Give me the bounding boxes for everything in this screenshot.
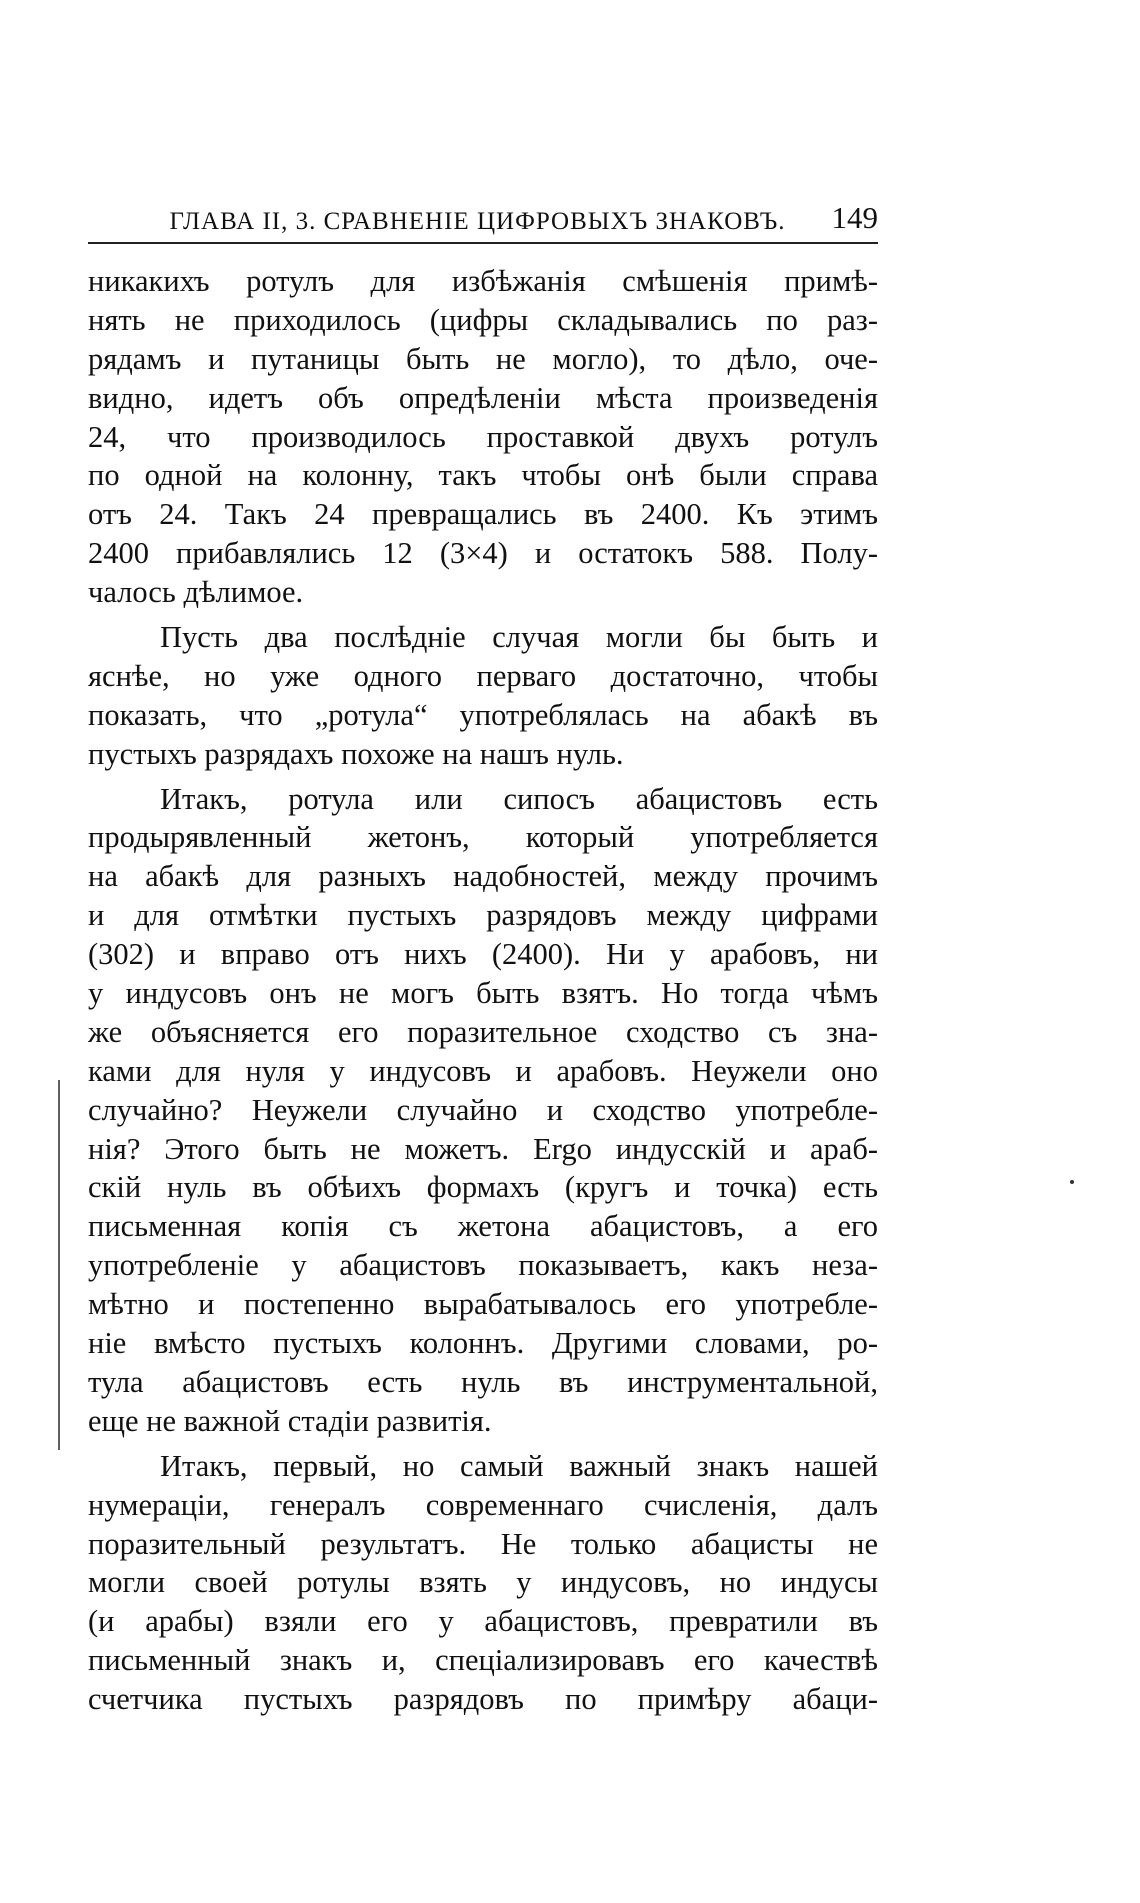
text-line: тула абацистовъ есть нуль въ инструментальной, bbox=[88, 1364, 878, 1399]
text-line: никакихъ ротулъ для избѣжанія смѣшенія примѣ- bbox=[88, 264, 878, 298]
text-line: счетчика пустыхъ разрядовъ по примѣру абаци- bbox=[88, 1682, 878, 1717]
running-head bbox=[88, 200, 878, 244]
text-line: 2400 прибавлялись 12 (3×4) и остатокъ 588. Полу- bbox=[88, 536, 878, 571]
text-line: рядамъ и путаницы быть не могло), то дѣло, оче- bbox=[88, 341, 878, 376]
text-line: еще не важной стадіи развитія. bbox=[88, 1403, 492, 1438]
text-line: могли своей ротулы взять у индусовъ, но индусы bbox=[88, 1565, 878, 1600]
text-line: мѣтно и постепенно вырабатывалось его употребле- bbox=[88, 1287, 878, 1322]
text-line: письменная копія съ жетона абацистовъ, а его bbox=[88, 1209, 878, 1244]
text-line: поразительный результатъ. Не только абацисты не bbox=[88, 1526, 878, 1561]
text-line: же объясняется его поразительное сходство съ зна- bbox=[88, 1014, 878, 1049]
text-line: нія? Этого быть не можетъ. Ergo индусскій и араб- bbox=[88, 1131, 878, 1166]
text-line: на абакѣ для разныхъ надобностей, между прочимъ bbox=[88, 859, 878, 894]
text-line: по одной на колонну, такъ чтобы онѣ были справа bbox=[88, 458, 878, 493]
text-line: отъ 24. Такъ 24 превращались въ 2400. Къ этимъ bbox=[88, 497, 878, 532]
text-line: письменный знакъ и, спеціализировавъ его качествѣ bbox=[88, 1643, 878, 1678]
text-line: нумераціи, генералъ современнаго счисленія, далъ bbox=[88, 1487, 878, 1522]
text-line: продырявленный жетонъ, который употребляется bbox=[88, 820, 878, 855]
text-line: и для отмѣтки пустыхъ разрядовъ между цифрами bbox=[88, 898, 878, 933]
text-line: ніе вмѣсто пустыхъ колоннъ. Другими словами, ро- bbox=[88, 1326, 878, 1361]
text-line: ками для нуля у индусовъ и арабовъ. Неужели оно bbox=[88, 1053, 878, 1088]
text-line: скій нуль въ обѣихъ формахъ (кругъ и точка) есть bbox=[88, 1170, 878, 1205]
paragraph-first-line: Итакъ, первый, но самый важный знакъ нашей bbox=[160, 1448, 878, 1483]
text-line: чалось дѣлимое. bbox=[88, 575, 304, 610]
page-number: 149 bbox=[831, 200, 878, 235]
text-line: показать, что „ротула“ употреблялась на абакѣ въ bbox=[88, 697, 878, 732]
text-line: (и арабы) взяли его у абацистовъ, превратили въ bbox=[88, 1604, 878, 1639]
text-line: 24, что производилось проставкой двухъ ротулъ bbox=[88, 419, 878, 454]
text-line: нять не приходилось (цифры складывались по раз- bbox=[88, 302, 878, 337]
text-line: употребленіе у абацистовъ показываетъ, какъ неза- bbox=[88, 1248, 878, 1283]
text-line: пустыхъ разрядахъ похоже на нашъ нуль. bbox=[88, 736, 624, 771]
text-line: яснѣе, но уже одного перваго достаточно, чтобы bbox=[88, 658, 878, 693]
paragraph-first-line: Итакъ, ротула или сипосъ абацистовъ есть bbox=[160, 781, 878, 816]
text-line: у индусовъ онъ не могъ быть взятъ. Но тогда чѣмъ bbox=[88, 976, 878, 1011]
text-line: случайно? Неужели случайно и сходство употребле- bbox=[88, 1092, 878, 1127]
running-title: ГЛАВА II, 3. СРАВНЕНIЕ ЦИФРОВЫХЪ ЗНАКОВЪ. bbox=[169, 208, 786, 235]
body-text bbox=[88, 262, 878, 1719]
margin-dot-mark bbox=[1070, 1180, 1074, 1184]
text-line: видно, идетъ объ опредѣленіи мѣста произведенія bbox=[88, 380, 878, 415]
text-line: (302) и вправо отъ нихъ (2400). Ни у арабовъ, ни bbox=[88, 937, 878, 972]
margin-pencil-mark bbox=[58, 1080, 60, 1450]
paragraph-first-line: Пусть два послѣдніе случая могли бы быть и bbox=[160, 620, 878, 655]
